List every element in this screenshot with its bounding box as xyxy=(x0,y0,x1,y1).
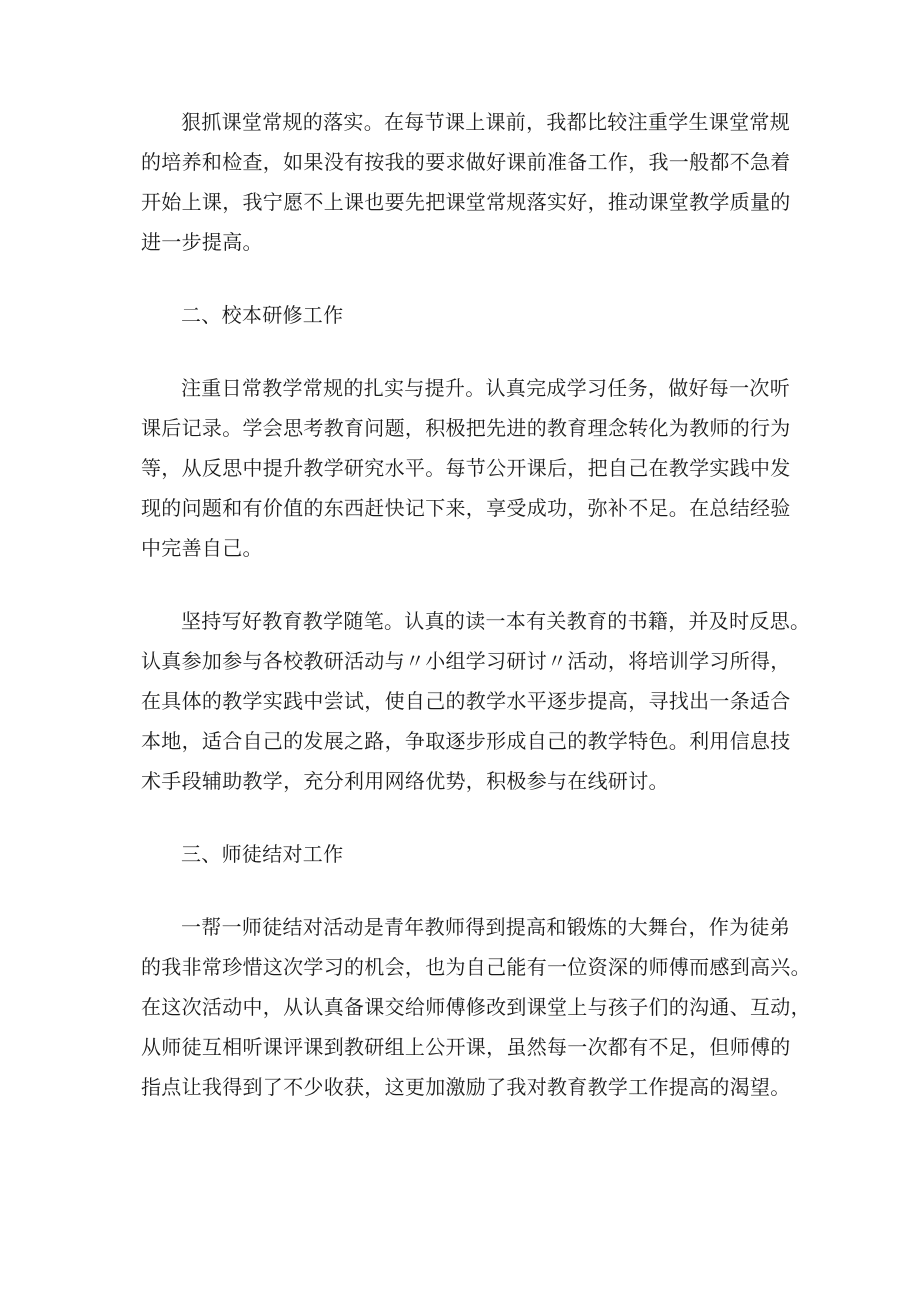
text-line: 开始上课，我宁愿不上课也要先把课堂常规落实好，推动课堂教学质量的 xyxy=(141,190,791,214)
text-line: 的培养和检查，如果没有按我的要求做好课前准备工作，我一般都不急着 xyxy=(141,150,791,174)
document-body xyxy=(141,102,811,1107)
text-line: 本地，适合自己的发展之路，争取逐步形成自己的教学特色。利用信息技 xyxy=(141,729,791,753)
text-line: 认真参加参与各校教研活动与〃小组学习研讨〃活动，将培训学习所得， xyxy=(141,649,791,673)
paragraph-mentorship-activity xyxy=(141,907,811,1107)
text-line: 中完善自己。 xyxy=(141,536,263,560)
text-line: 现的问题和有价值的东西赶快记下来，享受成功，弥补不足。在总结经验 xyxy=(141,496,791,520)
text-line: 在这次活动中，从认真备课交给师傅修改到课堂上与孩子们的沟通、互动， xyxy=(141,995,811,1019)
text-line: 课后记录。学会思考教育问题，积极把先进的教育理念转化为教师的行为 xyxy=(141,416,791,440)
text-line: 进一步提高。 xyxy=(141,230,263,254)
paragraph-teaching-notes xyxy=(141,601,811,801)
paragraph-gap xyxy=(141,262,801,295)
paragraph-gap xyxy=(141,801,801,834)
paragraph-teaching-routine xyxy=(141,368,801,568)
text-line: 在具体的教学实践中尝试，使自己的教学水平逐步提高，寻找出一条适合 xyxy=(141,689,791,713)
heading-text: 三、师徒结对工作 xyxy=(181,842,344,866)
text-line: 从师徒互相听课评课到教研组上公开课，虽然每一次都有不足，但师傅的 xyxy=(141,1035,791,1059)
text-line: 指点让我得到了不少收获，这更加激励了我对教育教学工作提高的渴望。 xyxy=(141,1075,791,1099)
text-line: 注重日常教学常规的扎实与提升。认真完成学习任务，做好每一次听 xyxy=(181,376,790,400)
text-line: 坚持写好教育教学随笔。认真的读一本有关教育的书籍，并及时反思。 xyxy=(181,609,811,633)
text-line: 术手段辅助教学，充分利用网络优势，积极参与在线研讨。 xyxy=(141,769,669,793)
paragraph-gap xyxy=(141,874,801,907)
paragraph-classroom-routine xyxy=(141,102,801,262)
section-heading-mentorship xyxy=(141,834,801,874)
paragraph-gap xyxy=(141,568,801,601)
text-line: 狠抓课堂常规的落实。在每节课上课前，我都比较注重学生课堂常规 xyxy=(181,110,790,134)
paragraph-gap xyxy=(141,335,801,368)
heading-text: 二、校本研修工作 xyxy=(181,303,344,327)
text-line: 一帮一师徒结对活动是青年教师得到提高和锻炼的大舞台，作为徒弟 xyxy=(181,915,790,939)
text-line: 等，从反思中提升教学研究水平。每节公开课后，把自己在教学实践中发 xyxy=(141,456,791,480)
section-heading-school-research xyxy=(141,295,801,335)
text-line: 的我非常珍惜这次学习的机会，也为自己能有一位资深的师傅而感到高兴。 xyxy=(141,955,811,979)
